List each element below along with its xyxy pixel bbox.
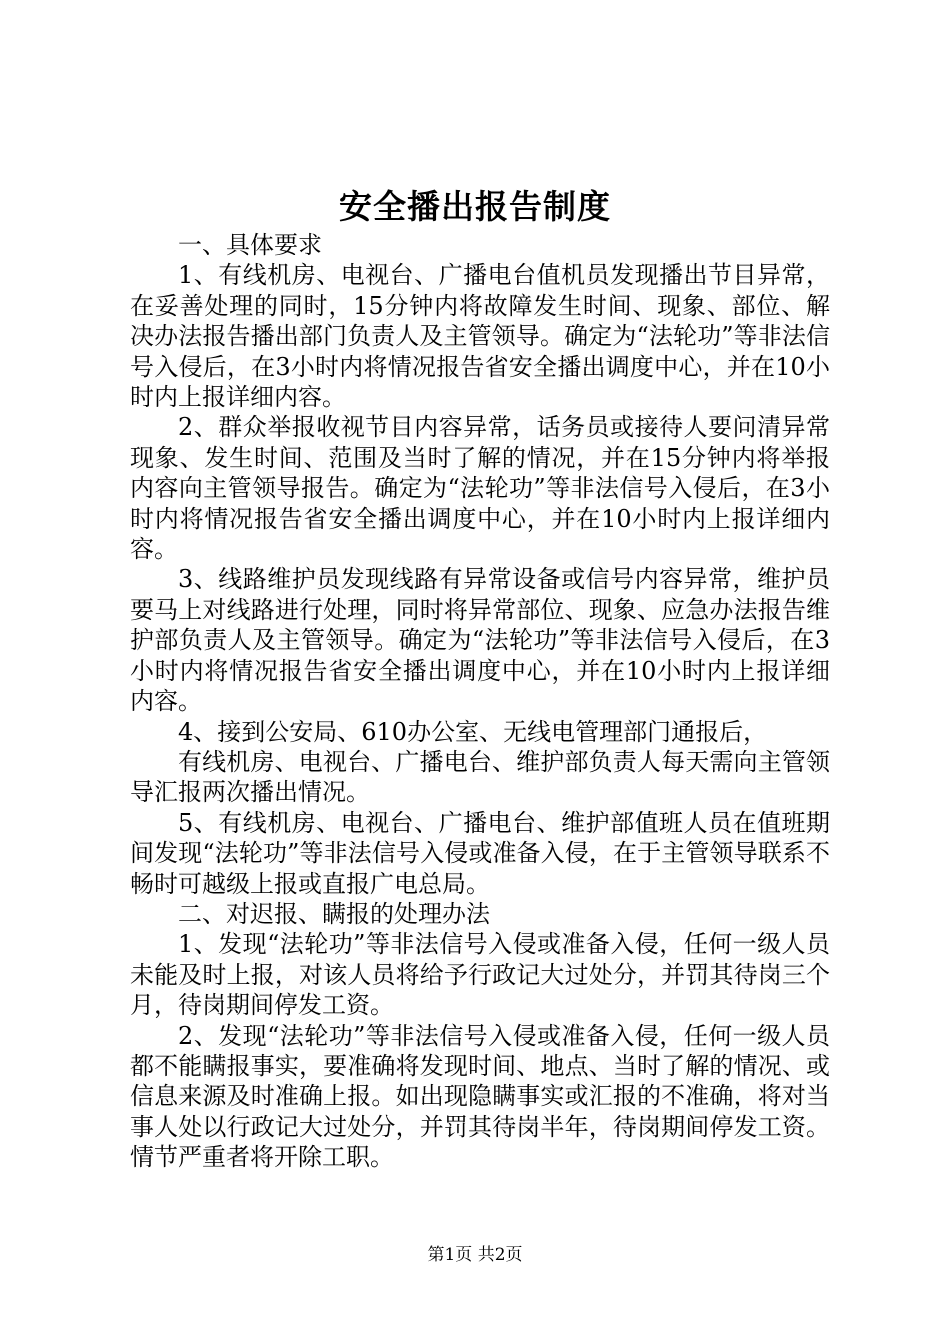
paragraph-requirement-4-continued: 有线机房、电视台、广播电台、维护部负责人每天需向主管领导汇报两次播出情况。 — [130, 747, 830, 807]
section-heading-penalties: 二、对迟报、瞒报的处理办法 — [178, 899, 490, 928]
paragraph-requirement-4: 4、接到公安局、610办公室、无线电管理部门通报后， — [178, 717, 768, 746]
paragraph-requirement-3: 3、线路维护员发现线路有异常设备或信号内容异常，维护员要马上对线路进行处理，同时将异常部位、现象、应急办法报告维护部负责人及主管领导。确定为“法轮功”等非法信号入侵后，在3小时内将情况报告省安全播出调度中心，并在10小时内上报详细内容。 — [130, 565, 830, 716]
paragraph-requirement-2: 2、群众举报收视节目内容异常，话务员或接待人要问清异常现象、发生时间、范围及当时了解的情况，并在15分钟内将举报内容向主管领导报告。确定为“法轮功”等非法信号入侵后，在3小时内将情况报告省安全播出调度中心，并在10小时内上报详细内容。 — [130, 413, 830, 564]
page-number-footer: 第1页 共2页 — [427, 1245, 523, 1265]
paragraph-requirement-5: 5、有线机房、电视台、广播电台、维护部值班人员在值班期间发现“法轮功”等非法信号入侵或准备入侵，在于主管领导联系不畅时可越级上报或直报广电总局。 — [130, 808, 830, 898]
paragraph-penalty-2: 2、发现“法轮功”等非法信号入侵或准备入侵，任何一级人员都不能瞒报事实，要准确将发现时间、地点、当时了解的情况、或信息来源及时准确上报。如出现隐瞒事实或汇报的不准确，将对当事人处以行政记大过处分，并罚其待岗半年，待岗期间停发工资。情节严重者将开除工职。 — [130, 1021, 830, 1172]
section-heading-requirements: 一、具体要求 — [178, 231, 322, 259]
document-title: 安全播出报告制度 — [339, 187, 611, 226]
paragraph-requirement-1: 1、有线机房、电视台、广播电台值机员发现播出节目异常，在妥善处理的同时，15分钟内将故障发生时间、现象、部位、解决办法报告播出部门负责人及主管领导。确定为“法轮功”等非法信号入侵后，在3小时内将情况报告省安全播出调度中心，并在10小时内上报详细内容。 — [130, 261, 830, 412]
paragraph-penalty-1: 1、发现“法轮功”等非法信号入侵或准备入侵，任何一级人员未能及时上报，对该人员将给予行政记大过处分，并罚其待岗三个月，待岗期间停发工资。 — [130, 930, 830, 1020]
document-body — [130, 230, 830, 1173]
